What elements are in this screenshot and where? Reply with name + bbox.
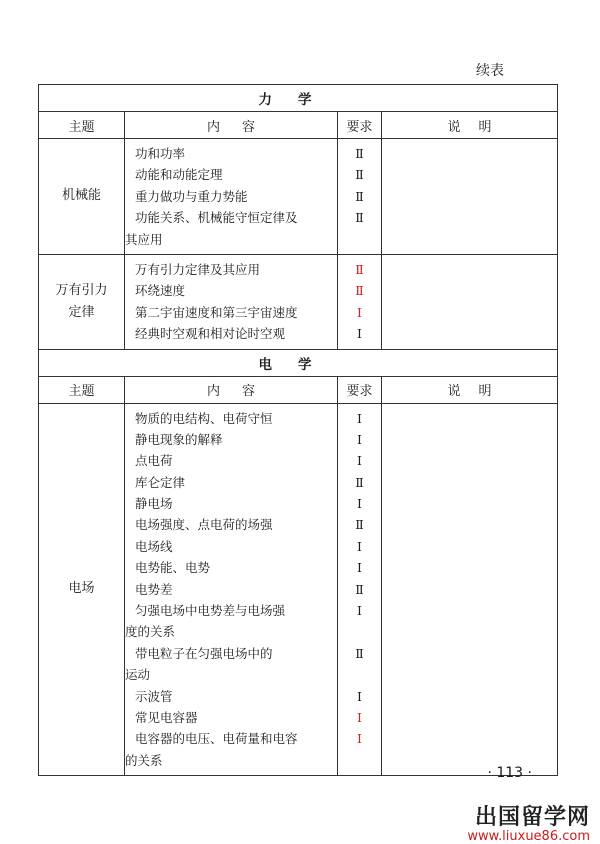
level-value: Ⅰ xyxy=(357,731,362,747)
topic-label: 万有引力 xyxy=(55,282,108,298)
header-note xyxy=(382,376,558,403)
continuation-label: 续表 xyxy=(476,63,504,79)
content-item: 其应用 xyxy=(125,231,163,247)
content-cell xyxy=(125,403,338,776)
page-number: · 113 · xyxy=(487,765,532,781)
topic-label: 机械能 xyxy=(61,188,101,204)
section-title-row xyxy=(39,349,558,376)
watermark xyxy=(467,800,590,844)
level-value: Ⅰ xyxy=(357,496,362,512)
header-row xyxy=(39,112,558,139)
level-value xyxy=(338,621,381,642)
content-item: 环绕速度 xyxy=(135,283,186,299)
level-value: Ⅰ xyxy=(357,431,362,447)
content-item: 功能关系、机械能守恒定律及 xyxy=(135,210,298,226)
level-value: Ⅰ xyxy=(357,304,362,320)
level-value: Ⅱ xyxy=(355,517,364,533)
header-note-label: 说明 xyxy=(447,384,510,400)
content-item: 电场线 xyxy=(135,538,173,554)
content-item: 电场强度、点电荷的场强 xyxy=(135,517,273,533)
watermark-text: 出国留学网 xyxy=(474,805,590,830)
note-cell xyxy=(382,403,558,776)
header-content-label: 内容 xyxy=(206,119,277,135)
watermark-url: www.liuxue86.com xyxy=(467,829,590,844)
level-value: Ⅰ xyxy=(357,603,362,619)
topic-label: 电场 xyxy=(68,581,95,597)
content-item: 重力做功与重力势能 xyxy=(135,188,248,204)
content-item: 电势差 xyxy=(135,581,173,597)
content-item: 动能和动能定理 xyxy=(135,167,223,183)
content-item: 电势能、电势 xyxy=(135,560,211,576)
level-value: Ⅱ xyxy=(355,210,364,226)
header-topic xyxy=(39,376,125,403)
content-item: 常见电容器 xyxy=(135,709,198,725)
level-value xyxy=(338,229,381,250)
content-item: 静电现象的解释 xyxy=(135,431,223,447)
header-topic xyxy=(39,112,125,139)
content-item: 点电荷 xyxy=(135,453,173,469)
level-value: Ⅰ xyxy=(357,453,362,469)
level-value: Ⅱ xyxy=(355,261,364,277)
content-item: 电容器的电压、电荷量和电容 xyxy=(135,731,298,747)
level-value xyxy=(338,750,381,771)
header-row xyxy=(39,376,558,403)
level-value: Ⅱ xyxy=(355,146,364,161)
topic-cell xyxy=(39,254,125,349)
content-item: 度的关系 xyxy=(125,624,176,640)
level-value: Ⅱ xyxy=(355,581,364,597)
level-value: Ⅰ xyxy=(357,688,362,704)
level-value: Ⅱ xyxy=(355,474,364,490)
level-cell xyxy=(338,254,382,349)
content-item: 静电场 xyxy=(135,496,173,512)
level-cell xyxy=(338,403,382,776)
content-item: 经典时空观和相对论时空观 xyxy=(135,326,286,342)
content-cell xyxy=(125,139,338,255)
requirements-table xyxy=(38,84,558,776)
content-item: 库仑定律 xyxy=(135,474,186,490)
content-item: 运动 xyxy=(125,667,151,683)
header-level xyxy=(338,376,382,403)
topic-group xyxy=(39,139,558,255)
topic-label: 定律 xyxy=(68,304,95,320)
level-value: Ⅰ xyxy=(357,538,362,554)
level-value: Ⅰ xyxy=(357,709,362,725)
header-level xyxy=(338,112,382,139)
level-value: Ⅱ xyxy=(355,167,364,183)
header-content xyxy=(125,376,338,403)
content-item: 第二宇宙速度和第三宇宙速度 xyxy=(135,304,298,320)
topic-group xyxy=(39,254,558,349)
level-value: Ⅰ xyxy=(357,560,362,576)
header-level-label: 要求 xyxy=(346,384,373,400)
topic-cell xyxy=(39,403,125,776)
level-value: Ⅰ xyxy=(357,326,362,342)
level-value: Ⅱ xyxy=(355,283,364,299)
note-cell xyxy=(382,254,558,349)
header-content-label: 内容 xyxy=(206,384,277,400)
content-item: 物质的电结构、电荷守恒 xyxy=(135,410,273,426)
section-title: 电学 xyxy=(39,349,558,376)
content-item: 的关系 xyxy=(125,752,163,768)
header-level-label: 要求 xyxy=(346,119,373,135)
header-topic-label: 主题 xyxy=(68,384,95,400)
content-item: 功和功率 xyxy=(135,146,186,161)
level-value: Ⅱ xyxy=(355,645,364,661)
section-title-row xyxy=(39,85,558,112)
note-cell xyxy=(382,139,558,255)
content-item: 万有引力定律及其应用 xyxy=(135,261,261,277)
header-note-label: 说明 xyxy=(447,119,510,135)
content-cell xyxy=(125,254,338,349)
header-note xyxy=(382,112,558,139)
level-value: Ⅱ xyxy=(355,188,364,204)
content-item: 示波管 xyxy=(135,688,173,704)
header-content xyxy=(125,112,338,139)
level-value xyxy=(338,664,381,685)
content-item: 匀强电场中电势差与电场强 xyxy=(135,603,286,619)
topic-group xyxy=(39,403,558,776)
level-cell xyxy=(338,139,382,255)
topic-cell xyxy=(39,139,125,255)
section-title: 力学 xyxy=(39,85,558,112)
content-item: 带电粒子在匀强电场中的 xyxy=(135,645,273,661)
level-value: Ⅰ xyxy=(357,410,362,426)
header-topic-label: 主题 xyxy=(68,119,95,135)
